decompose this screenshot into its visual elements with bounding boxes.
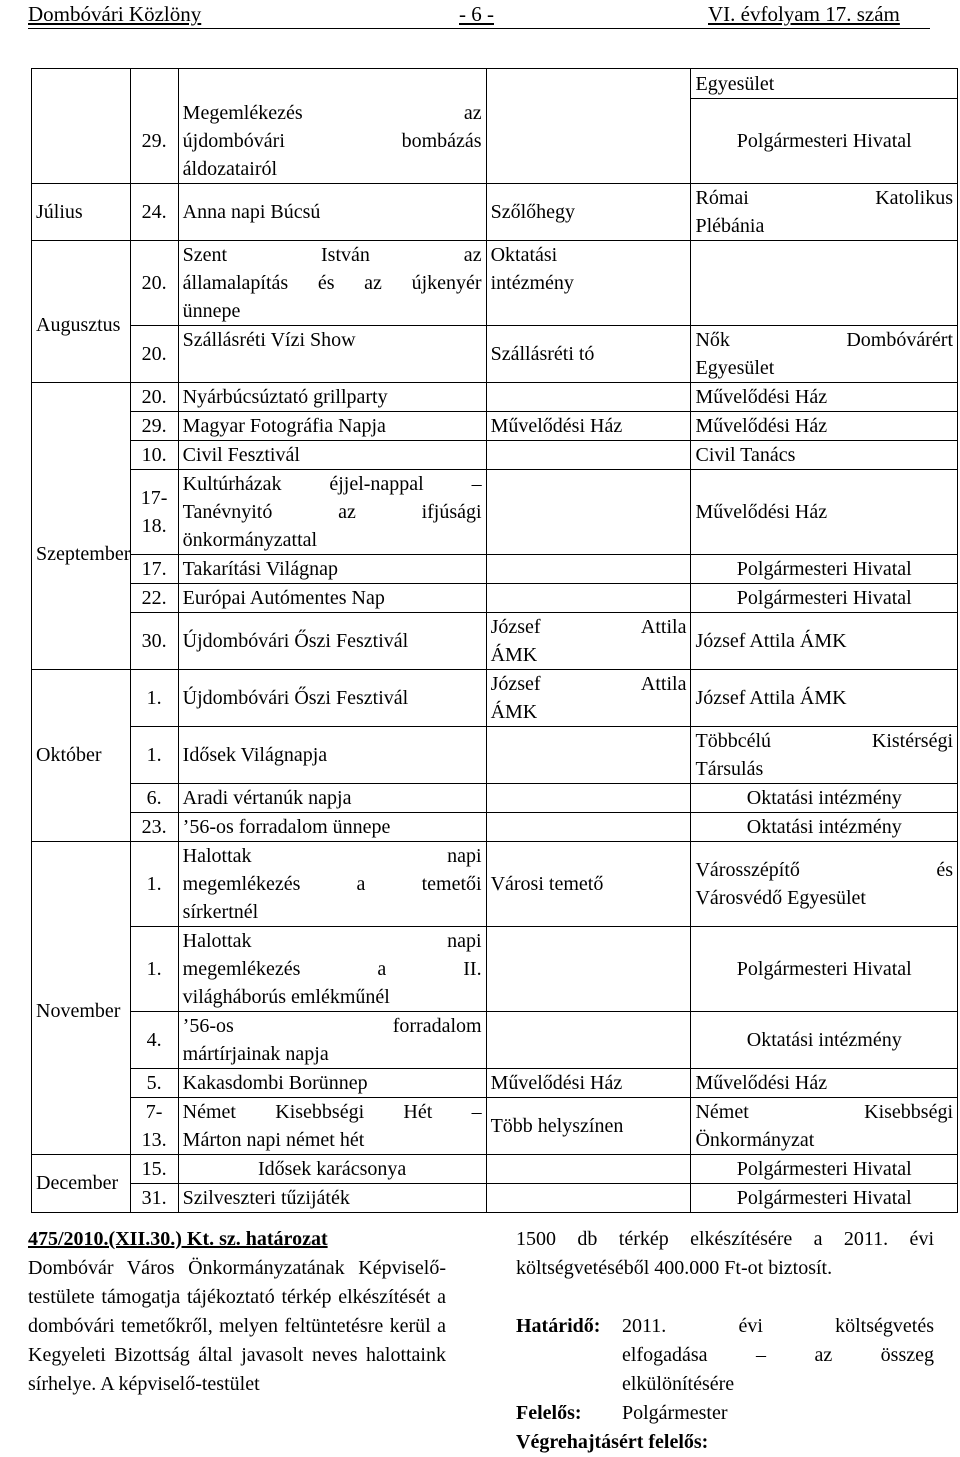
- event-cell: Civil Fesztivál: [178, 440, 486, 469]
- month-label: Szeptember: [36, 543, 131, 565]
- org-cell: Művelődési Ház: [691, 469, 958, 554]
- month-cell: Július: [32, 183, 131, 240]
- deadline-indent: [516, 1341, 622, 1370]
- table-row: [32, 183, 958, 240]
- table-row: [32, 583, 958, 612]
- table-row: [32, 812, 958, 841]
- org-cell: Egyesület: [691, 69, 958, 99]
- day-cell: 15.: [130, 1154, 178, 1183]
- event-line: Német Kisebbségi Hét –: [182, 1100, 482, 1123]
- org-cell: [691, 841, 958, 926]
- org-cell: [691, 325, 958, 382]
- event-cell: [178, 926, 486, 1011]
- month-cell: [32, 669, 131, 726]
- deadline-row-2: [516, 1341, 934, 1370]
- place-cell: [486, 240, 691, 325]
- event-line: áldozatairól: [182, 157, 278, 180]
- executor-row: [516, 1428, 934, 1457]
- day-cell: 17.: [130, 554, 178, 583]
- events-table: [31, 68, 958, 1213]
- event-cell: Anna napi Búcsú: [178, 183, 486, 240]
- spacer: [516, 1283, 934, 1312]
- place-cell: [486, 69, 691, 99]
- event-line: sírkertnél: [182, 900, 259, 923]
- org-cell: [691, 726, 958, 783]
- place-cell: Több helyszínen: [486, 1097, 691, 1154]
- org-cell: [691, 240, 958, 325]
- table-row: [32, 926, 958, 1011]
- place-cell: [486, 669, 691, 726]
- org-line: Városvédő Egyesület: [695, 886, 866, 909]
- event-line: államalapítás és az újkenyér: [182, 271, 482, 294]
- month-label: Augusztus: [36, 314, 121, 336]
- month-cell: [32, 469, 131, 565]
- deadline-line-2: elfogadása – az összeg: [622, 1344, 934, 1366]
- table-row: [32, 1068, 958, 1097]
- event-line: újdombóvári bombázás: [182, 129, 482, 152]
- page-number: - 6 -: [459, 2, 494, 26]
- table-row: [32, 411, 958, 440]
- event-line: önkormányzattal: [182, 528, 318, 551]
- resolution-right-column: [516, 1225, 934, 1457]
- month-cell: [32, 1068, 131, 1097]
- org-cell: Polgármesteri Hivatal: [691, 583, 958, 612]
- event-cell: Magyar Fotográfia Napja: [178, 411, 486, 440]
- place-cell: Művelődési Ház: [486, 1068, 691, 1097]
- table-row: [32, 841, 958, 926]
- org-line: Nők Dombóvárért: [695, 328, 953, 351]
- org-line: Plébánia: [695, 214, 765, 237]
- month-cell: [32, 583, 131, 612]
- month-cell: [32, 926, 131, 1022]
- place-line: intézmény: [490, 271, 574, 294]
- event-line: Halottak napi: [182, 929, 482, 952]
- org-line: Egyesület: [695, 356, 775, 379]
- day-cell: 22.: [130, 583, 178, 612]
- place-cell: [486, 612, 691, 669]
- place-cell: [486, 99, 691, 184]
- volume-issue: VI. évfolyam 17. szám: [708, 2, 900, 26]
- org-cell: Oktatási intézmény: [691, 1011, 958, 1068]
- place-cell: [486, 1154, 691, 1183]
- org-line: Többcélú Kistérségi: [695, 729, 953, 752]
- day-cell: 30.: [130, 612, 178, 669]
- event-line: megemlékezés a II.: [182, 957, 482, 980]
- event-cell: [178, 469, 486, 554]
- event-cell: Idősek karácsonya: [178, 1154, 486, 1183]
- resolution-body: Dombóvár Város Önkormányzatának Képviselő-testülete támogatja tájékoztató térkép elkészítését a dombóvári temetőkről, melyen feltüntetésre kerül a Kegyeleti Bizottság által javasolt neves halottaink sírhelye. A képviselő-testület: [28, 1257, 446, 1395]
- org-cell: Polgármesteri Hivatal: [691, 99, 958, 184]
- place-cell: [486, 926, 691, 1011]
- month-cell: [32, 382, 131, 411]
- month-cell: [32, 812, 131, 841]
- table-row: [32, 1097, 958, 1154]
- month-cell: Október: [32, 726, 131, 783]
- day-cell: 20.: [130, 325, 178, 382]
- event-line: világháborús emlékműnél: [182, 985, 390, 1008]
- deadline-indent: [516, 1370, 622, 1399]
- day-cell: 1.: [130, 841, 178, 926]
- month-cell: [32, 440, 131, 469]
- day-cell: 20.: [130, 382, 178, 411]
- month-cell: [32, 783, 131, 812]
- day-cell: 20.: [130, 240, 178, 325]
- place-cell: [486, 440, 691, 469]
- day-cell: 17-18.: [130, 469, 178, 554]
- event-cell: ’56-os forradalom ünnepe: [178, 812, 486, 841]
- org-line: Önkormányzat: [695, 1128, 815, 1151]
- event-cell: [178, 99, 486, 184]
- org-cell: József Attila ÁMK: [691, 669, 958, 726]
- resolution-continuation: 1500 db térkép elkészítésére a 2011. évi költségvetéséből 400.000 Ft-ot biztosít.: [516, 1228, 934, 1279]
- org-line: Római Katolikus: [695, 186, 953, 209]
- place-line: József Attila: [490, 672, 687, 695]
- place-line: ÁMK: [490, 643, 538, 666]
- day-cell: 29.: [130, 411, 178, 440]
- deadline-line-3: elkülönítésére: [622, 1373, 735, 1395]
- event-cell: [178, 1097, 486, 1154]
- table-row: [32, 382, 958, 411]
- table-row: [32, 99, 958, 184]
- day-cell: 1.: [130, 726, 178, 783]
- org-line: Társulás: [695, 757, 764, 780]
- place-cell: [486, 469, 691, 554]
- event-cell: [178, 69, 486, 99]
- month-label: December: [36, 1172, 119, 1194]
- place-cell: [486, 583, 691, 612]
- day-cell: 31.: [130, 1183, 178, 1212]
- day-cell: 4.: [130, 1011, 178, 1068]
- org-line: Városszépítő és: [695, 858, 953, 881]
- event-cell: Szállásréti Vízi Show: [178, 325, 486, 382]
- event-cell: [178, 1011, 486, 1068]
- day-cell: 24.: [130, 183, 178, 240]
- month-cell: [32, 69, 131, 99]
- org-cell: Polgármesteri Hivatal: [691, 926, 958, 1011]
- event-line: Megemlékezés az: [182, 101, 482, 124]
- event-line: ’56-os forradalom: [182, 1014, 482, 1037]
- deadline-row-3: [516, 1370, 934, 1399]
- responsible-value: Polgármester: [622, 1402, 728, 1424]
- day-cell: 23.: [130, 812, 178, 841]
- place-cell: [486, 1183, 691, 1212]
- event-cell: Aradi vértanúk napja: [178, 783, 486, 812]
- table-row: [32, 325, 958, 382]
- month-cell: [32, 99, 131, 184]
- table-row: [32, 469, 958, 554]
- place-cell: [486, 1011, 691, 1068]
- event-cell: Nyárbúcsúztató grillparty: [178, 382, 486, 411]
- event-line: Halottak napi: [182, 844, 482, 867]
- month-cell: [32, 1097, 131, 1154]
- place-line: ÁMK: [490, 700, 538, 723]
- event-cell: Európai Autómentes Nap: [178, 583, 486, 612]
- resolution-left-column: [28, 1225, 446, 1399]
- place-line: Oktatási: [490, 243, 558, 266]
- month-cell: [32, 612, 131, 669]
- org-cell: Civil Tanács: [691, 440, 958, 469]
- table-row: [32, 554, 958, 583]
- org-cell: Oktatási intézmény: [691, 783, 958, 812]
- table-row: [32, 69, 958, 99]
- day-cell: 29.: [130, 99, 178, 184]
- org-cell: Polgármesteri Hivatal: [691, 1183, 958, 1212]
- deadline-label: Határidő:: [516, 1315, 601, 1337]
- month-cell: [32, 411, 131, 440]
- event-line: Tanévnyitó az ifjúsági: [182, 500, 482, 523]
- deadline-line-1: 2011. évi költségvetés: [622, 1315, 934, 1337]
- table-row: [32, 783, 958, 812]
- executor-label: Végrehajtásért felelős:: [516, 1431, 709, 1453]
- event-line: Kultúrházak éjjel-nappal –: [182, 472, 482, 495]
- place-cell: [486, 812, 691, 841]
- org-cell: Művelődési Ház: [691, 411, 958, 440]
- day-cell: 5.: [130, 1068, 178, 1097]
- responsible-row: [516, 1399, 934, 1428]
- responsible-label: Felelős:: [516, 1402, 582, 1424]
- event-cell: Szilveszteri tűzijáték: [178, 1183, 486, 1212]
- day-cell: 6.: [130, 783, 178, 812]
- month-label: November: [36, 1000, 121, 1022]
- day-cell: 10.: [130, 440, 178, 469]
- event-cell: Kakasdombi Borünnep: [178, 1068, 486, 1097]
- day-cell: [130, 69, 178, 99]
- month-cell: [32, 841, 131, 926]
- publication-name: Dombóvári Közlöny: [28, 2, 202, 26]
- place-cell: [486, 554, 691, 583]
- table-row: [32, 440, 958, 469]
- table-row: [32, 1154, 958, 1183]
- table-row: [32, 1011, 958, 1068]
- event-cell: Újdombóvári Őszi Fesztivál: [178, 612, 486, 669]
- table-row: [32, 240, 958, 325]
- org-cell: Művelődési Ház: [691, 382, 958, 411]
- place-cell: Szőlőhegy: [486, 183, 691, 240]
- event-line: Márton napi német hét: [182, 1128, 365, 1151]
- deadline-row: [516, 1312, 934, 1341]
- page-header: [28, 2, 930, 29]
- place-cell: Városi temető: [486, 841, 691, 926]
- place-cell: [486, 726, 691, 783]
- event-line: ünnepe: [182, 299, 241, 322]
- event-line: Szent István az: [182, 243, 482, 266]
- event-line: mártírjainak napja: [182, 1042, 329, 1065]
- event-cell: Takarítási Világnap: [178, 554, 486, 583]
- event-cell: Idősek Világnapja: [178, 726, 486, 783]
- month-cell: [32, 240, 131, 336]
- org-cell: Polgármesteri Hivatal: [691, 554, 958, 583]
- event-cell: [178, 841, 486, 926]
- place-cell: [486, 783, 691, 812]
- day-cell: 1.: [130, 669, 178, 726]
- table-row: [32, 669, 958, 726]
- event-cell: [178, 240, 486, 325]
- org-cell: [691, 183, 958, 240]
- place-line: József Attila: [490, 615, 687, 638]
- month-cell: [32, 1154, 131, 1194]
- event-line: megemlékezés a temetői: [182, 872, 482, 895]
- day-cell: 1.: [130, 926, 178, 1011]
- org-cell: Művelődési Ház: [691, 1068, 958, 1097]
- day-cell: 7-13.: [130, 1097, 178, 1154]
- place-cell: [486, 382, 691, 411]
- org-cell: József Attila ÁMK: [691, 612, 958, 669]
- org-line: Német Kisebbségi: [695, 1100, 953, 1123]
- table-row: [32, 612, 958, 669]
- event-cell: Újdombóvári Őszi Fesztivál: [178, 669, 486, 726]
- table-row: [32, 726, 958, 783]
- resolution-title: 475/2010.(XII.30.) Kt. sz. határozat: [28, 1228, 328, 1250]
- place-cell: Művelődési Ház: [486, 411, 691, 440]
- org-cell: Polgármesteri Hivatal: [691, 1154, 958, 1183]
- org-cell: Oktatási intézmény: [691, 812, 958, 841]
- table-row: [32, 1183, 958, 1212]
- org-cell: [691, 1097, 958, 1154]
- place-cell: Szállásréti tó: [486, 325, 691, 382]
